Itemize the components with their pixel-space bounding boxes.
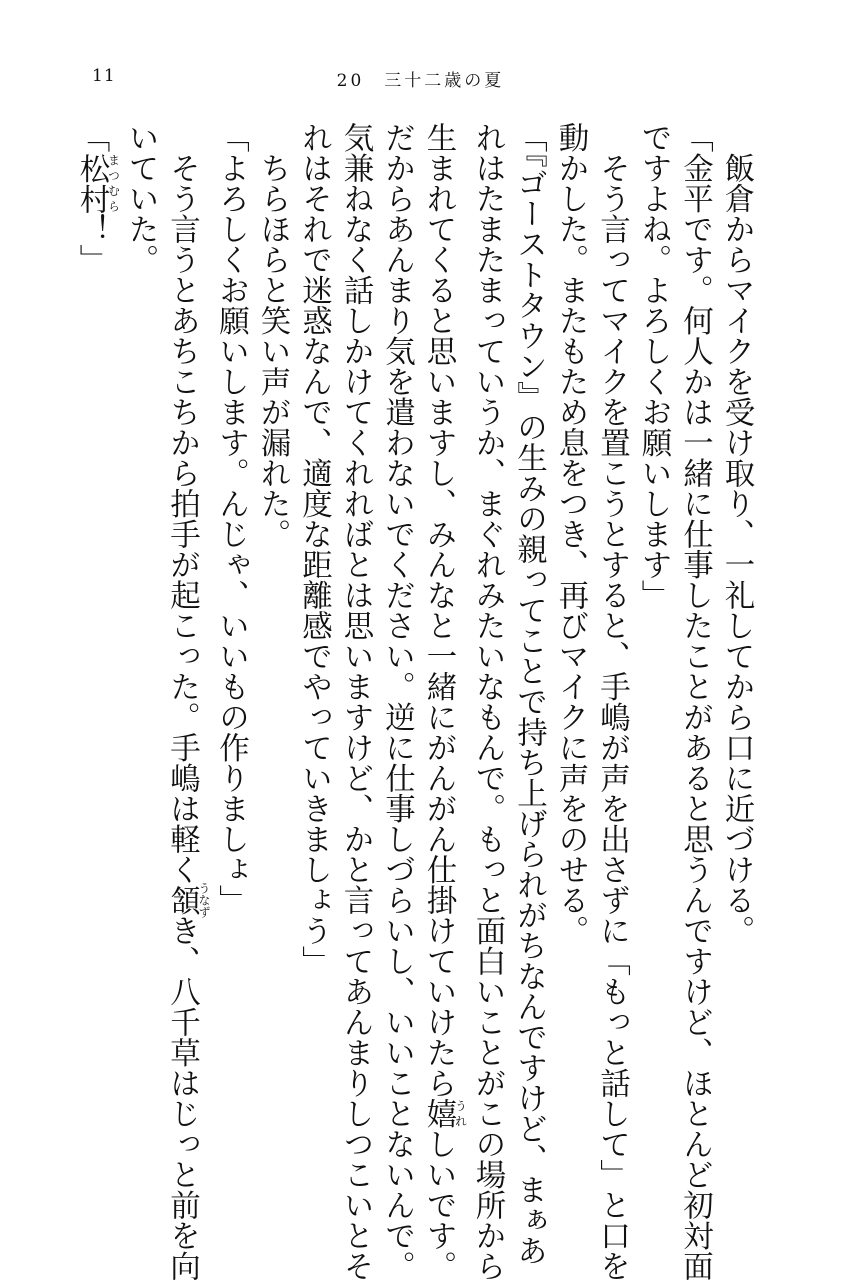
novel-body-text <box>71 122 758 1132</box>
text-line: 「よろしくお願いします。んじゃ、いいもの作りましょ」 <box>210 122 252 1132</box>
text-line: れはそれで迷惑なんで、適度な距離感でやっていきましょう」 <box>293 122 335 1132</box>
ruby-word <box>421 1098 456 1129</box>
text-segment: しいです。 <box>421 1129 456 1281</box>
text-line: いていた。 <box>120 122 162 1132</box>
text-line: ちらほらと笑い声が漏れた。 <box>252 122 294 1132</box>
text-line: 「『ゴーストタウン』の生みの親ってことで持ち上げられがちなんですけど、まぁあ <box>508 122 550 1132</box>
text-line: だからあんまり気を遣わないでください。逆に仕事しづらいし、いいことないんで。 <box>376 122 418 1132</box>
text-segment: ！」 <box>74 214 109 275</box>
text-segment: 生まれてくると思いますし、みんなと一緒にがんがん仕掛けていけたら <box>421 122 456 1098</box>
ruby-word <box>74 153 109 214</box>
text-line: 気兼ねなく話しかけてくれればとは思いますけど、かと言ってあんまりしつこいとそ <box>335 122 377 1132</box>
text-line-with-ruby <box>71 122 120 1132</box>
ruby-base: 頷 <box>165 882 200 918</box>
ruby-reading: まつむら <box>107 153 121 214</box>
text-line: 動かした。またもため息をつき、再びマイクに声をのせる。 <box>550 122 592 1132</box>
text-line: れはたまたまっていうか、まぐれみたいなもんで。もっと面白いことがこの場所から <box>467 122 509 1132</box>
ruby-base: 嬉 <box>421 1098 456 1129</box>
text-line: 「金平です。何人かは一緒に仕事したことがあると思うんですけど、ほとんど初対面 <box>674 122 716 1132</box>
text-line: 飯倉からマイクを受け取り、一礼してから口に近づける。 <box>716 122 758 1132</box>
page-number: 11 <box>92 66 116 86</box>
ruby-reading: うれ <box>454 1098 468 1129</box>
text-segment: 「 <box>74 122 109 153</box>
text-segment: き、八千草はじっと前を向 <box>165 915 200 1281</box>
ruby-reading: うなず <box>197 882 211 918</box>
running-header-title: 20 三十二歳の夏 <box>0 66 841 91</box>
text-line-with-ruby <box>418 122 467 1132</box>
text-line-with-ruby <box>161 122 210 1132</box>
text-line: そう言ってマイクを置こうとすると、手嶋が声を出さずに「もっと話して」と口を <box>591 122 633 1132</box>
ruby-base: 松村 <box>74 153 109 214</box>
text-segment: そう言うとあちこちから拍手が起こった。手嶋は軽く <box>165 122 200 885</box>
text-line: ですよね。よろしくお願いします」 <box>633 122 675 1132</box>
ruby-word <box>165 885 200 916</box>
